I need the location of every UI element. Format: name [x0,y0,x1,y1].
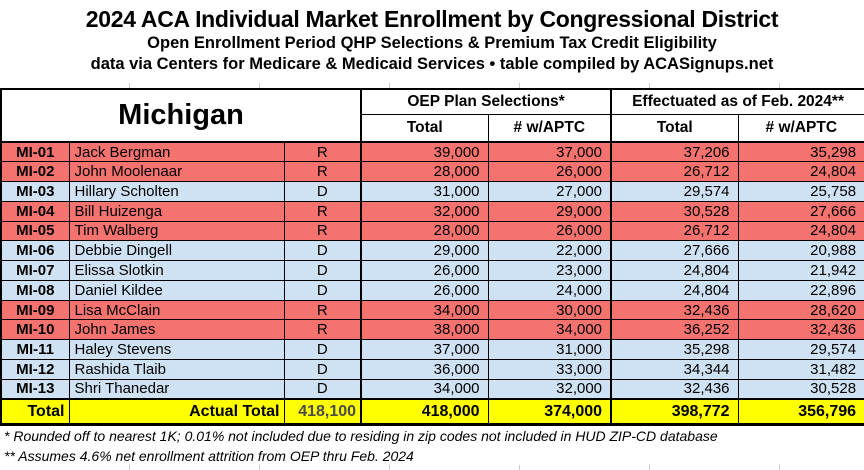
representative-cell: John Moolenaar [69,162,284,182]
representative-cell: Tim Walberg [69,221,284,241]
party-cell: R [284,201,361,221]
party-cell: R [284,162,361,182]
representative-cell: Bill Huizenga [69,201,284,221]
party-cell: D [284,241,361,261]
eff-total-cell: 32,436 [611,300,738,320]
oep-aptc-cell: 33,000 [488,359,611,379]
district-cell: MI-06 [1,241,69,261]
district-cell: MI-02 [1,162,69,182]
table-row [1,261,864,281]
table-header [1,89,864,142]
district-cell: MI-12 [1,359,69,379]
total-label-cell: Total [1,399,69,425]
eff-aptc-cell: 29,574 [738,340,864,360]
table-row [1,379,864,399]
representative-cell: Daniel Kildee [69,280,284,300]
district-cell: MI-11 [1,340,69,360]
oep-aptc-cell: 31,000 [488,340,611,360]
party-cell: D [284,340,361,360]
eff-total-cell: 24,804 [611,280,738,300]
column-header-eff-total: Total [611,115,738,143]
oep-aptc-cell: 29,000 [488,201,611,221]
table-row [1,221,864,241]
total-eff-total-cell: 398,772 [611,399,738,425]
state-header: Michigan [1,89,361,142]
table-row [1,280,864,300]
spreadsheet-gridline-stub-bottom [0,465,864,470]
oep-total-cell: 34,000 [361,379,488,399]
eff-total-cell: 26,712 [611,221,738,241]
oep-aptc-cell: 32,000 [488,379,611,399]
representative-cell: Shri Thanedar [69,379,284,399]
total-oep-total-cell: 418,000 [361,399,488,425]
district-cell: MI-03 [1,182,69,202]
eff-aptc-cell: 22,896 [738,280,864,300]
oep-total-cell: 29,000 [361,241,488,261]
eff-total-cell: 26,712 [611,162,738,182]
eff-aptc-cell: 24,804 [738,221,864,241]
oep-aptc-cell: 26,000 [488,221,611,241]
representative-cell: Rashida Tlaib [69,359,284,379]
column-header-eff-aptc: # w/APTC [738,115,864,143]
table-row [1,340,864,360]
oep-aptc-cell: 24,000 [488,280,611,300]
eff-total-cell: 24,804 [611,261,738,281]
district-cell: MI-05 [1,221,69,241]
eff-aptc-cell: 28,620 [738,300,864,320]
table-body [1,142,864,399]
representative-cell: Hillary Scholten [69,182,284,202]
actual-total-value-cell: 418,100 [284,399,361,425]
representative-cell: Debbie Dingell [69,241,284,261]
party-cell: D [284,359,361,379]
eff-total-cell: 30,528 [611,201,738,221]
representative-cell: Elissa Slotkin [69,261,284,281]
eff-total-cell: 37,206 [611,142,738,162]
eff-aptc-cell: 32,436 [738,320,864,340]
district-cell: MI-09 [1,300,69,320]
party-cell: D [284,280,361,300]
eff-aptc-cell: 20,988 [738,241,864,261]
oep-aptc-cell: 27,000 [488,182,611,202]
table-row [1,142,864,162]
party-cell: R [284,221,361,241]
representative-cell: Jack Bergman [69,142,284,162]
footnote-rounding: * Rounded off to nearest 1K; 0.01% not included due to residing in zip codes not included in HUD ZIP-CD database [4,428,718,444]
district-cell: MI-13 [1,379,69,399]
eff-aptc-cell: 25,758 [738,182,864,202]
district-cell: MI-04 [1,201,69,221]
eff-total-cell: 36,252 [611,320,738,340]
table-row [1,359,864,379]
table-row [1,300,864,320]
district-cell: MI-01 [1,142,69,162]
table-total-row [1,399,864,425]
total-oep-aptc-cell: 374,000 [488,399,611,425]
enrollment-table [0,88,864,426]
footnotes [4,427,860,466]
table-row [1,241,864,261]
total-eff-aptc-cell: 356,796 [738,399,864,425]
eff-aptc-cell: 24,804 [738,162,864,182]
oep-total-cell: 38,000 [361,320,488,340]
oep-total-cell: 32,000 [361,201,488,221]
eff-total-cell: 35,298 [611,340,738,360]
party-cell: R [284,320,361,340]
eff-aptc-cell: 31,482 [738,359,864,379]
oep-aptc-cell: 22,000 [488,241,611,261]
group-header-effectuated: Effectuated as of Feb. 2024** [611,89,864,115]
party-cell: R [284,300,361,320]
party-cell: R [284,142,361,162]
representative-cell: Lisa McClain [69,300,284,320]
oep-total-cell: 28,000 [361,221,488,241]
page-title: 2024 ACA Individual Market Enrollment by Congressional District [85,6,779,32]
oep-total-cell: 34,000 [361,300,488,320]
column-header-oep-aptc: # w/APTC [488,115,611,143]
column-header-oep-total: Total [361,115,488,143]
table-row [1,162,864,182]
source-credit-line: data via Centers for Medicare & Medicaid Services • table compiled by ACASignups.net [90,55,774,73]
oep-aptc-cell: 26,000 [488,162,611,182]
table-row [1,201,864,221]
eff-total-cell: 32,436 [611,379,738,399]
district-cell: MI-08 [1,280,69,300]
page-subtitle: Open Enrollment Period QHP Selections & Premium Tax Credit Eligibility [147,34,717,52]
eff-aptc-cell: 21,942 [738,261,864,281]
table-row [1,320,864,340]
footnote-attrition: ** Assumes 4.6% net enrollment attrition from OEP thru Feb. 2024 [4,447,414,464]
eff-aptc-cell: 30,528 [738,379,864,399]
party-cell: D [284,261,361,281]
eff-aptc-cell: 27,666 [738,201,864,221]
group-header-oep: OEP Plan Selections* [361,89,611,115]
oep-aptc-cell: 23,000 [488,261,611,281]
oep-total-cell: 31,000 [361,182,488,202]
party-cell: D [284,182,361,202]
oep-total-cell: 39,000 [361,142,488,162]
actual-total-label-cell: Actual Total [69,399,284,425]
oep-aptc-cell: 37,000 [488,142,611,162]
title-block [0,0,864,75]
party-cell: D [284,379,361,399]
table-row [1,182,864,202]
representative-cell: John James [69,320,284,340]
oep-aptc-cell: 30,000 [488,300,611,320]
oep-total-cell: 28,000 [361,162,488,182]
eff-aptc-cell: 35,298 [738,142,864,162]
oep-total-cell: 26,000 [361,280,488,300]
representative-cell: Haley Stevens [69,340,284,360]
eff-total-cell: 27,666 [611,241,738,261]
oep-total-cell: 26,000 [361,261,488,281]
oep-total-cell: 36,000 [361,359,488,379]
eff-total-cell: 34,344 [611,359,738,379]
oep-total-cell: 37,000 [361,340,488,360]
oep-aptc-cell: 34,000 [488,320,611,340]
district-cell: MI-07 [1,261,69,281]
district-cell: MI-10 [1,320,69,340]
eff-total-cell: 29,574 [611,182,738,202]
